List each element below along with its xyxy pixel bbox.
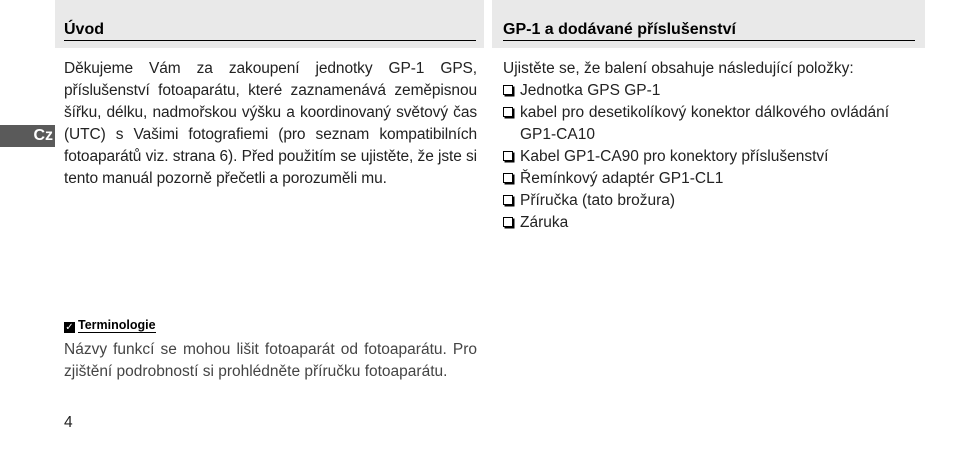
checkbox-icon bbox=[503, 173, 513, 183]
contents-intro: Ujistěte se, že balení obsahuje následující položky: bbox=[503, 60, 854, 77]
note-title: Terminologie bbox=[78, 318, 156, 332]
section-title-uvod: Úvod bbox=[64, 20, 476, 41]
list-item bbox=[503, 102, 889, 146]
list-item-label: Jednotka GPS GP-1 bbox=[520, 82, 661, 99]
language-tab bbox=[0, 125, 55, 147]
note-text: Názvy funkcí se mohou lišit fotoaparát od fotoaparátu. Pro zjištění podrobností si prohlédněte příručku fotoaparátu. bbox=[64, 341, 477, 380]
contents-list bbox=[503, 80, 889, 234]
list-item bbox=[503, 168, 889, 190]
list-item bbox=[503, 212, 889, 234]
list-item bbox=[503, 190, 889, 212]
note-heading bbox=[64, 317, 156, 333]
list-item-label: Řemínkový adaptér GP1-CL1 bbox=[520, 170, 724, 187]
check-icon: ✓ bbox=[65, 322, 74, 333]
left-header-bar bbox=[55, 0, 484, 48]
checkbox-icon bbox=[503, 195, 513, 205]
list-item-label: kabel pro desetikolíkový konektor dálkového ovládání GP1-CA10 bbox=[520, 104, 889, 143]
list-item-label: Záruka bbox=[520, 214, 569, 231]
right-header-bar bbox=[492, 0, 925, 48]
checkbox-icon bbox=[503, 151, 513, 161]
list-item bbox=[503, 80, 889, 102]
list-item bbox=[503, 146, 889, 168]
checkbox-icon bbox=[503, 107, 513, 117]
intro-paragraph: Děkujeme Vám za zakoupení jednotky GP-1 GPS, příslušenství fotoaparátu, které zaznamenává zeměpisnou šířku, délku, nadmořskou výšku a koordinovaný světový čas (UTC) s Vašimi fotografiemi (pro seznam kompatibilních fotoaparátů viz. strana 6). Před použitím se ujistěte, že jste si tento manuál pozorně přečetli a porozuměli mu. bbox=[64, 60, 477, 187]
list-item-label: Kabel GP1-CA90 pro konektory příslušenství bbox=[520, 148, 829, 165]
checkbox-icon bbox=[503, 85, 513, 95]
section-title-accessories: GP-1 a dodávané příslušenství bbox=[503, 20, 915, 41]
page-number: 4 bbox=[64, 414, 73, 431]
checkbox-icon bbox=[503, 217, 513, 227]
list-item-label: Příručka (tato brožura) bbox=[520, 192, 676, 209]
language-tab-label: Cz bbox=[33, 127, 53, 144]
